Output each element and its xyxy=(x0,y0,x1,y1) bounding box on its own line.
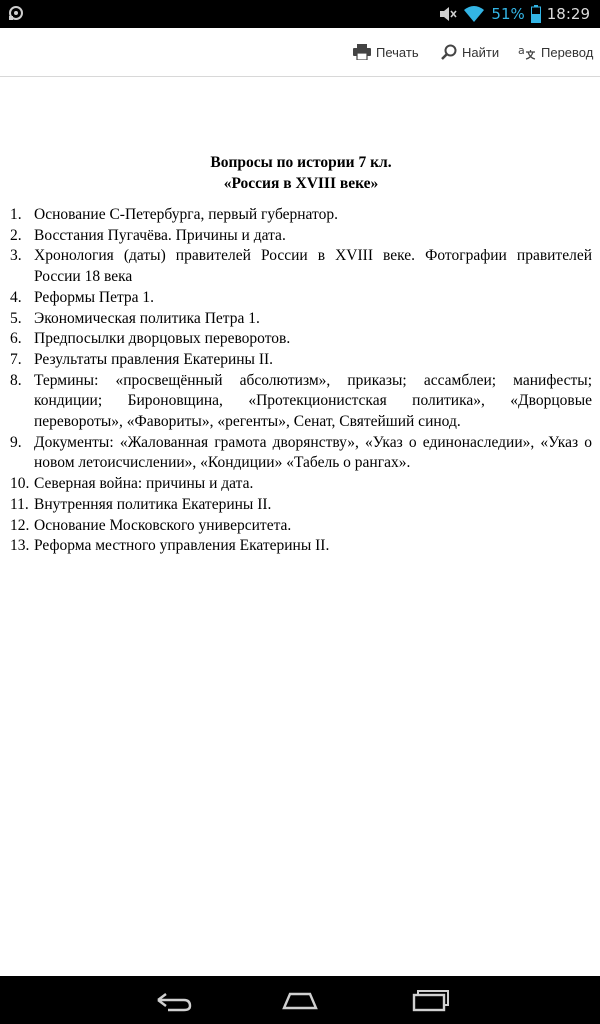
recent-apps-icon xyxy=(398,984,458,1016)
item-text: Документы: «Жалованная грамота дворянству», «Указ о единонаследии», «Указ о новом летоисчислении», «Кондиции» «Табель о рангах». xyxy=(34,433,592,472)
clock: 18:29 xyxy=(546,5,590,23)
translate-label: Перевод xyxy=(541,44,594,60)
list-item xyxy=(10,495,592,516)
print-label: Печать xyxy=(376,44,419,60)
printer-icon xyxy=(353,44,371,60)
back-icon xyxy=(144,984,204,1016)
item-text: Термины: «просвещённый абсолютизм», приказы; ассамблеи; манифесты; кондиции; Бироновщина, «Протекционистская политика», «Дворцовые перевороты», «Фавориты», «регенты», Сенат, Святейший синод. xyxy=(34,371,592,431)
document-title xyxy=(10,152,592,194)
status-bar xyxy=(0,0,600,28)
print-button[interactable] xyxy=(353,28,419,76)
mute-icon xyxy=(439,6,457,22)
battery-icon xyxy=(531,5,541,23)
translate-icon xyxy=(518,43,536,61)
recent-apps-button[interactable] xyxy=(398,984,458,1016)
title-line-2: «Россия в XVIII веке» xyxy=(223,175,379,192)
battery-percent: 51% xyxy=(491,5,525,23)
item-number: 10. xyxy=(10,475,30,493)
list-item xyxy=(10,309,592,330)
item-text: Основание С-Петербурга, первый губернатор. xyxy=(34,206,338,223)
home-icon xyxy=(270,984,330,1016)
item-number: 5. xyxy=(10,309,22,327)
list-item xyxy=(10,226,592,247)
list-item xyxy=(10,371,592,433)
list-item xyxy=(10,536,592,557)
app-notification-icon xyxy=(8,5,24,21)
item-text: Экономическая политика Петра 1. xyxy=(34,309,260,327)
list-item xyxy=(10,246,592,287)
item-number: 8. xyxy=(10,371,22,389)
item-number: 9. xyxy=(10,433,22,451)
translate-button[interactable] xyxy=(518,28,593,76)
item-number: 13. xyxy=(10,537,30,555)
svg-text:a: a xyxy=(518,44,525,57)
item-text: Реформы Петра 1. xyxy=(34,288,155,306)
item-text: Результаты правления Екатерины II. xyxy=(34,350,274,368)
find-label: Найти xyxy=(462,44,500,60)
list-item xyxy=(10,205,592,226)
list-item xyxy=(10,433,592,474)
item-number: 6. xyxy=(10,330,22,348)
list-item xyxy=(10,474,592,495)
wifi-icon xyxy=(463,5,485,23)
find-button[interactable] xyxy=(441,28,499,76)
item-number: 3. xyxy=(10,247,22,265)
item-number: 2. xyxy=(10,226,22,244)
item-number: 7. xyxy=(10,350,22,368)
item-number: 12. xyxy=(10,516,30,534)
list-item xyxy=(10,516,592,537)
item-number: 4. xyxy=(10,288,22,306)
document-page xyxy=(10,152,592,557)
item-text: Северная война: причины и дата. xyxy=(34,475,254,493)
question-list xyxy=(10,205,592,557)
navigation-bar xyxy=(0,976,600,1024)
item-text: Хронология (даты) правителей России в XVIII веке. Фотографии правителей России 18 века xyxy=(34,247,592,286)
item-text: Предпосылки дворцовых переворотов. xyxy=(34,330,291,348)
home-button[interactable] xyxy=(270,984,330,1016)
item-text: Реформа местного управления Екатерины II. xyxy=(34,537,330,555)
system-status xyxy=(439,0,590,28)
item-number: 1. xyxy=(10,206,22,223)
title-line-1: Вопросы по истории 7 кл. xyxy=(210,154,392,171)
item-text: Внутренняя политика Екатерины II. xyxy=(34,495,272,513)
item-number: 11. xyxy=(10,495,29,513)
toolbar xyxy=(0,28,600,77)
list-item xyxy=(10,350,592,371)
item-text: Восстания Пугачёва. Причины и дата. xyxy=(34,226,286,244)
item-text: Основание Московского университета. xyxy=(34,516,292,534)
notification-area xyxy=(8,5,24,25)
back-button[interactable] xyxy=(144,984,204,1016)
search-icon xyxy=(441,44,457,60)
list-item xyxy=(10,329,592,350)
list-item xyxy=(10,288,592,309)
